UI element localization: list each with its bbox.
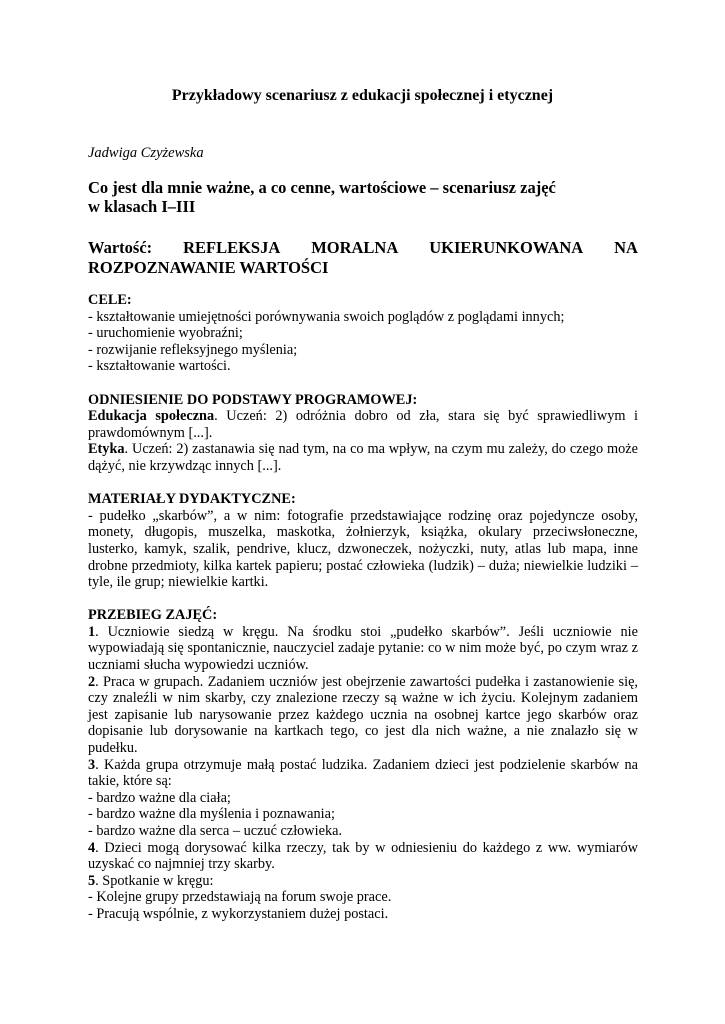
step-text: . Uczniowie siedzą w kręgu. Na środku stoi „pudełko skarbów”. Jeśli uczniowie nie wypowiadają się spontanicznie, nauczyciel zadaje pytanie: co w nim może być, po czym wraz z uczniami słucha wypowiedzi uczniów. [88,623,638,674]
goals-item: - uruchomienie wyobraźni; [88,325,243,342]
step-5-item: - Kolejne grupy przedstawiają na forum swoje prace. [88,889,392,906]
curriculum-social-education [88,408,638,441]
section-spacer [88,591,638,608]
step-number: 1 [88,623,96,640]
author-name: Jadwiga Czyżewska [88,145,204,161]
step-number: 4 [88,839,96,856]
goals-heading: CELE: [88,292,132,308]
lesson-flow-heading: PRZEBIEG ZAJĘĆ: [88,607,218,624]
lesson-step-5 [88,873,638,890]
step-5-item: - Pracują wspólnie, z wykorzystaniem dużej postaci. [88,905,389,922]
goals-item: - kształtowanie umiejętności porównywania swoich poglądów z poglądami innych; [88,308,565,325]
step-number: 3 [88,756,96,773]
step-text: . Praca w grupach. Zadaniem uczniów jest obejrzenie zawartości pudełka i zastanowienie się, czy znaleźli w nim skarby, czy znalezione rzeczy są ważne w ich życiu. Kolejnym zadaniem jest zapisanie lub narysowanie przez każdego ucznia na osobnej kartce jego skarbów oraz dopisanie lub dorysowanie na kartkach tego, co jest dla nich ważne, a nie znalazło się w pudełku. [88,673,638,757]
value-heading [88,238,638,278]
value-heading-word: NA [614,238,638,257]
step-number: 5 [88,872,96,889]
goals-item: - rozwijanie refleksyjnego myślenia; [88,341,298,358]
curriculum-ethics-label: Etyka [88,441,125,458]
value-heading-line-1 [88,238,638,258]
materials-text: - pudełko „skarbów”, a w nim: fotografie przedstawiające rodzinę oraz pojedyncze osoby, monety, długopis, muszelka, maskotka, żołnierzyk, książka, okulary przeciwsłoneczne, lusterko, kamyk, szalik, pendrive, klucz, dzwoneczek, nożyczki, nuty, atlas lub mapa, inne drobne przedmioty, kilka kartek papieru; postać człowieka (ludzik) – duża; niewielkie ludziki – tyle, ile grup; niewielkie kartki. [88,507,638,591]
document-body [88,292,638,923]
step-text: . Spotkanie w kręgu: [95,872,214,889]
curriculum-ethics [88,441,638,474]
step-text: . Każda grupa otrzymuje małą postać ludzika. Zadaniem dzieci jest podzielenie skarbów na takie, które są: [88,756,638,790]
step-3-item: - bardzo ważne dla myślenia i poznawania; [88,806,335,823]
lesson-step-4 [88,840,638,873]
materials-section [88,491,638,591]
lesson-step-2 [88,674,638,757]
section-spacer [88,375,638,392]
curriculum-heading: ODNIESIENIE DO PODSTAWY PROGRAMOWEJ: [88,391,418,408]
lesson-flow-section [88,607,638,922]
value-heading-word: Wartość: [88,238,153,257]
lesson-step-3 [88,757,638,790]
goals-item: - kształtowanie wartości. [88,358,231,375]
document-title: Przykładowy scenariusz z edukacji społecznej i etycznej [171,87,554,104]
goals-section [88,292,638,375]
lesson-title [88,178,648,216]
step-3-item: - bardzo ważne dla serca – uczuć człowieka. [88,823,343,839]
curriculum-ethics-text: . Uczeń: 2) zastanawia się nad tym, na co ma wpływ, na czym mu zależy, do czego może dążyć, nie krzywdząc innych [...]. [88,441,638,474]
value-heading-line-2: ROZPOZNAWANIE WARTOŚCI [88,258,329,277]
lesson-step-1 [88,624,638,674]
step-3-item: - bardzo ważne dla ciała; [88,789,231,806]
lesson-title-line-1: Co jest dla mnie ważne, a co cenne, wartościowe – scenariusz zajęć [88,178,556,197]
curriculum-social-text: . Uczeń: 2) odróżnia dobro od zła, stara się być sprawiedliwym i prawdomównym [...]. [88,408,639,441]
value-heading-word: UKIERUNKOWANA [429,238,584,257]
value-heading-word: MORALNA [311,238,399,257]
step-text: . Dzieci mogą dorysować kilka rzeczy, tak by w odniesieniu do każdego z ww. wymiarów uzyskać co najmniej trzy skarby. [88,839,638,873]
curriculum-social-label: Edukacja społeczna [88,408,215,425]
curriculum-section [88,392,638,475]
step-number: 2 [88,673,96,690]
lesson-title-line-2: w klasach I–III [88,197,196,216]
materials-heading: MATERIAŁY DYDAKTYCZNE: [88,491,296,508]
section-spacer [88,475,638,492]
value-heading-word: REFLEKSJA [183,238,281,257]
